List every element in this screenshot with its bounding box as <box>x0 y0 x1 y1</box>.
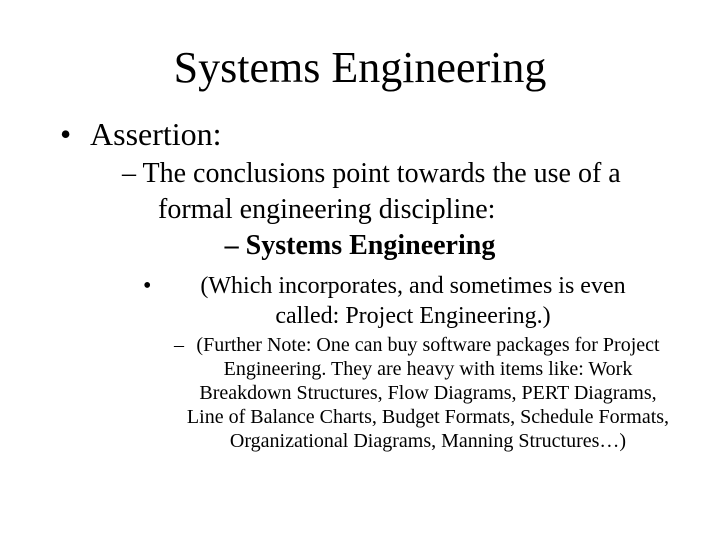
slide-title: Systems Engineering <box>173 43 547 92</box>
conclusion-text-1: The conclusions point towards the use of a <box>142 158 621 189</box>
sub-dash-icon: – <box>174 334 184 356</box>
bullet-icon: • <box>60 116 72 152</box>
sub-bullet-icon: • <box>143 273 152 299</box>
dash-icon: – <box>122 158 136 189</box>
conclusion-line-2: formal engineering discipline: <box>158 194 496 225</box>
emphasis-dash-icon: – <box>224 230 239 261</box>
assertion-label: Assertion: <box>90 116 222 152</box>
conclusion-line-1 <box>122 156 621 192</box>
emphasis-text: Systems Engineering <box>245 230 496 261</box>
project-engineering-note: (Which incorporates, and sometimes is even called: Project Engineering.) <box>200 273 626 329</box>
software-packages-note: (Further Note: One can buy software packages for Project Engineering. They are heavy with items like: Work Breakdown Structures, Flow Diagrams, PERT Diagrams, Line of Balance Charts, Budget Formats, Schedule Formats, Organizational Diagrams, Manning Structures…) <box>186 334 670 452</box>
systems-engineering-emphasis <box>0 228 720 264</box>
